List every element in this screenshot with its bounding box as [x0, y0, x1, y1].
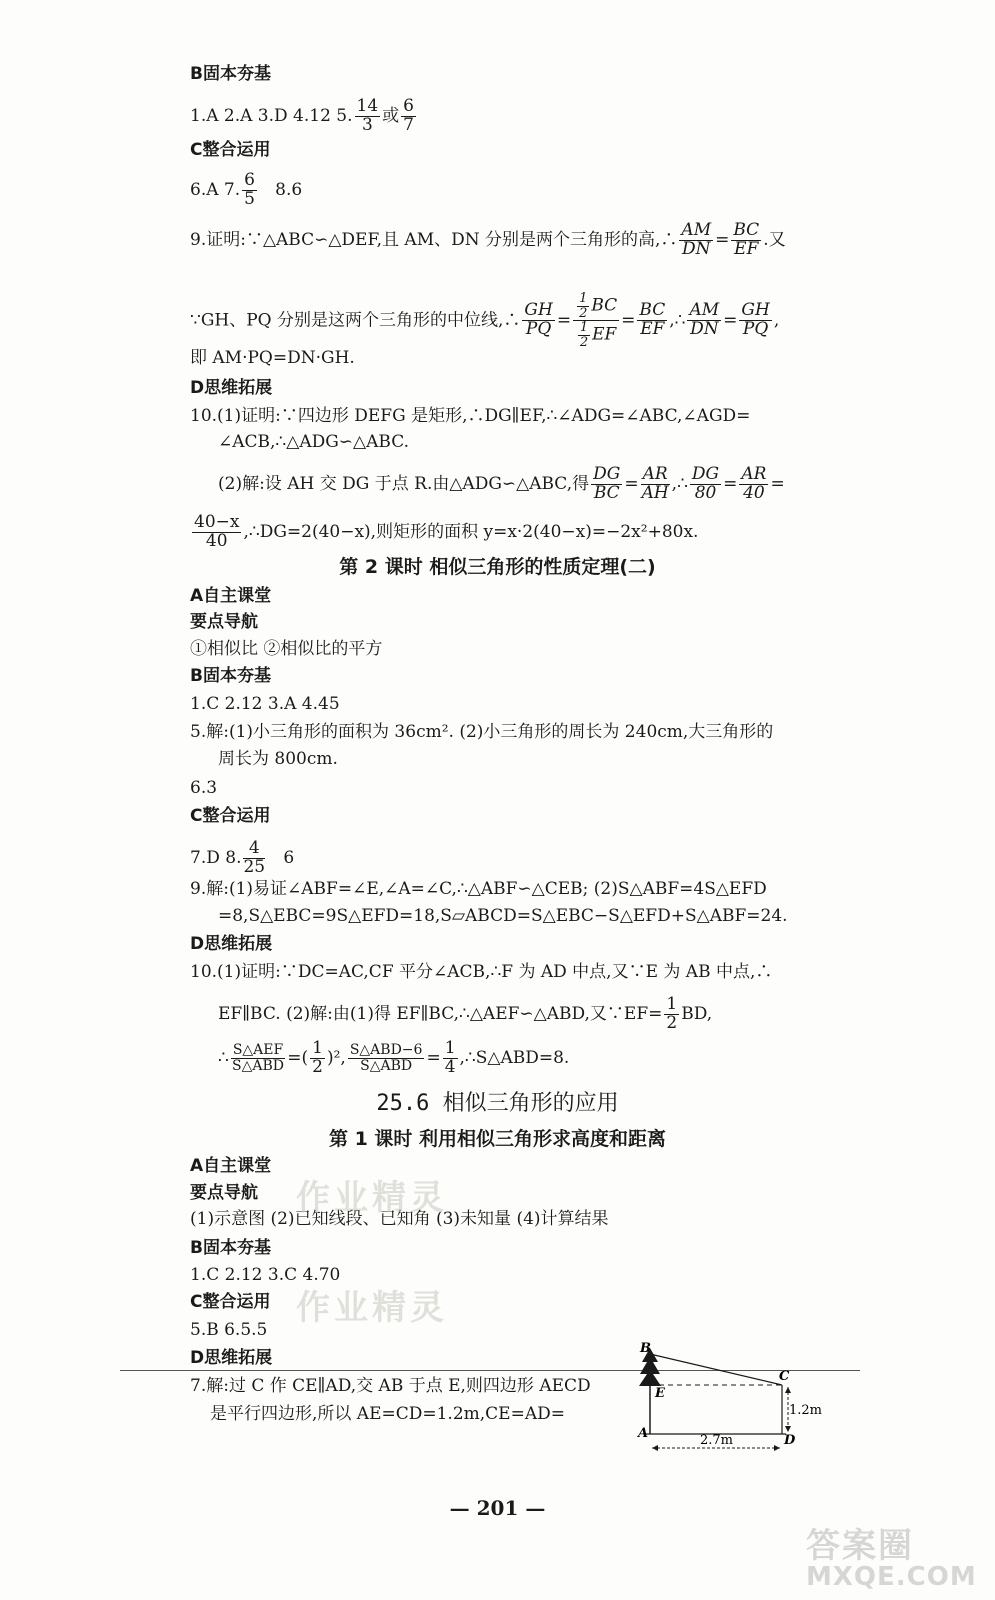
q6: 6.3: [190, 778, 218, 798]
lesson-title: 第 1 课时 利用相似三角形求高度和距离: [328, 1128, 667, 1150]
label-b: B: [640, 1341, 651, 1356]
answers-1-5: 1.A 2.A 3.D 4.12 5.: [190, 105, 353, 126]
q7-line-2: 是平行四边形,所以 AE=CD=1.2m,CE=AD=: [210, 1404, 565, 1424]
q10-line-1: 10.(1)证明:∵四边形 DEFG 是矩形,∴DG∥EF,∴∠ADG=∠ABC,∠AGD=: [190, 406, 751, 426]
answers-5-6: 5.B 6.5.5: [190, 1320, 268, 1340]
q10-line-2: ∠ACB,∴△ADG∽△ABC.: [218, 432, 410, 452]
b-heading: B固本夯基: [190, 1238, 271, 1258]
answers-1-4: 1.C 2.12 3.C 4.70: [190, 1265, 341, 1285]
answer-line: 1.A 2.A 3.D 4.12 5. $\frac{14}{3}$ 或 $\frac{6}{7}$: [190, 96, 414, 135]
section-title: 25.6 相似三角形的应用: [376, 1091, 619, 1116]
q9-line-2: =8,S△EBC=9S△EFD=18,S▱ABCD=S△EBC−S△EFD+S△ABF=24.: [218, 906, 788, 926]
q9-line-3: 即 AM·PQ=DN·GH.: [190, 348, 355, 368]
label-e: E: [655, 1386, 665, 1401]
tree-height-figure: [636, 1340, 836, 1455]
b-heading: B固本夯基: [190, 64, 271, 84]
fraction: $\frac{6}{5}$: [244, 170, 255, 209]
watermark: 作业精灵: [296, 1288, 448, 1328]
d-heading: D思维拓展: [190, 1348, 273, 1368]
guide-heading: 要点导航: [190, 1183, 258, 1203]
guide-text: (1)示意图 (2)已知线段、已知角 (3)未知量 (4)计算结果: [190, 1209, 609, 1229]
lesson-title: 第 2 课时 相似三角形的性质定理(二): [339, 556, 656, 578]
d-heading: D思维拓展: [190, 934, 273, 954]
answers-1-4: 1.C 2.12 3.A 4.45: [190, 694, 340, 714]
fraction: $\frac{14}{3}$: [356, 96, 379, 135]
a-heading: A自主课堂: [190, 586, 272, 606]
q5-line-1: 5.解:(1)小三角形的面积为 36cm². (2)小三角形的周长为 240cm,大三角形的: [190, 722, 774, 742]
label-c: C: [779, 1369, 790, 1384]
page-number: — 201 —: [449, 1496, 546, 1520]
q10-line-1: 10.(1)证明:∵DC=AC,CF 平分∠ACB,∴F 为 AD 中点,又∵E 为 AB 中点,∴: [190, 962, 773, 982]
sight-line: [650, 1354, 782, 1385]
answer-line: 7.D 8. $\frac{4}{25}$ 6: [190, 838, 295, 877]
q10-line-3: (2)解:设 AH 交 DG 于点 R.由△ADG∽△ABC,得 $\frac{DG}{BC}$ = $\frac{AR}{AH}$ ,∴ $\frac{DG}{80}$ = $\frac{AR}{40}$ =: [218, 464, 785, 503]
answer-line: 6.A 7. $\frac{6}{5}$ 8.6: [190, 170, 303, 209]
q9-line-1: 9.证明:∵△ABC∽△DEF,且 AM、DN 分别是两个三角形的高,∴ $\frac{AM}{DN}$ = $\frac{BC}{EF}$ .又: [190, 220, 786, 259]
watermark: 作业精灵: [296, 1178, 448, 1218]
d-heading: D思维拓展: [190, 378, 273, 398]
c-heading: C整合运用: [190, 1292, 271, 1312]
fraction: $\frac{6}{7}$: [403, 96, 414, 135]
guide-text: ①相似比 ②相似比的平方: [190, 639, 383, 659]
label-height: 1.2m: [789, 1403, 823, 1418]
brand-logo: 答案圈: [806, 1526, 914, 1566]
a-heading: A自主课堂: [190, 1156, 272, 1176]
q10-line-3: ∴ S△AEF S△ABD =( $\frac{1}{2}$ )², S△ABD−6 S△ABD = $\frac{1}{4}$ ,∴S△ABD=8.: [218, 1038, 570, 1077]
label-d: D: [784, 1433, 796, 1448]
c-heading: C整合运用: [190, 140, 271, 160]
q10-line-2: EF∥BC. (2)解:由(1)得 EF∥BC,∴△AEF∽△ABD,又∵EF= $\frac{1}{2}$ BD,: [218, 994, 713, 1033]
q9-line-2: ∵GH、PQ 分别是这两个三角形的中位线,∴ $\frac{GH}{PQ}$ = $\frac{1}{2}$ BC $\frac{1}{2}$ EF = $\frac{BC}{EF}$ ,∴ $\frac{AM}{DN}$ = $\frac{GH}{PQ}$ ,: [190, 291, 780, 350]
q5-line-2: 周长为 800cm.: [218, 749, 338, 769]
q7-line-1: 7.解:过 C 作 CE∥AD,交 AB 于点 E,则四边形 AECD: [190, 1376, 591, 1396]
q10-line-4: $\frac{40-x}{40}$ ,∴DG=2(40−x),则矩形的面积 y=x·2(40−x)=−2x²+80x.: [194, 512, 699, 551]
label-width: 2.7m: [700, 1433, 734, 1448]
label-a: A: [638, 1426, 649, 1441]
b-heading: B固本夯基: [190, 666, 271, 686]
c-heading: C整合运用: [190, 806, 271, 826]
q9-line-1: 9.解:(1)易证∠ABF=∠E,∠A=∠C,∴△ABF∽△CEB; (2)S△ABF=4S△EFD: [190, 879, 767, 899]
brand-site: MXQE.COM: [806, 1562, 977, 1592]
guide-heading: 要点导航: [190, 612, 258, 632]
